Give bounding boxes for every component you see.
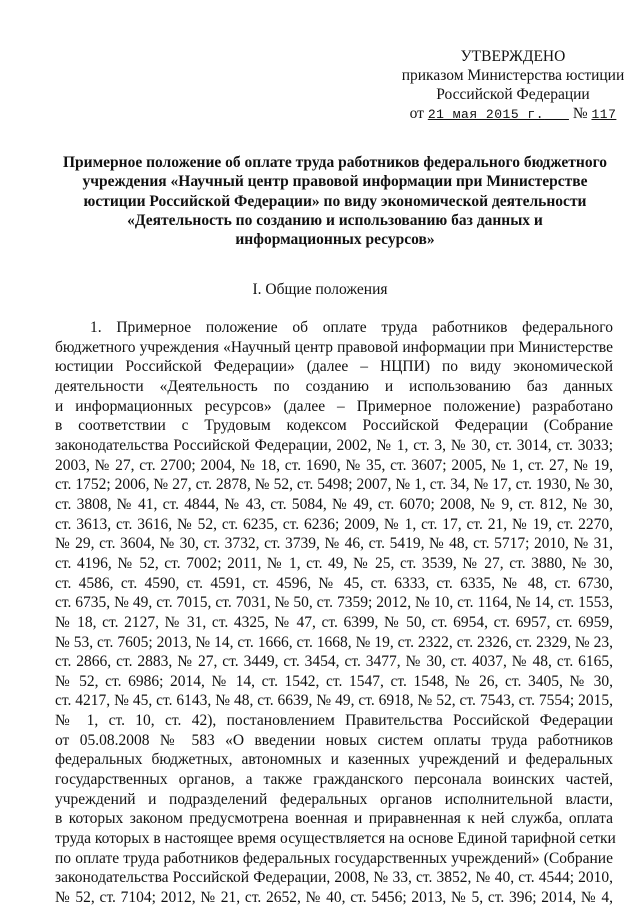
- paragraph-line: ст. 4196, № 52, ст. 7002; 2011, № 1, ст. 49, № 25, ст. 3539, № 27, ст. 3880, № 30,: [55, 554, 613, 572]
- approved-by-federation: Российской Федерации: [436, 86, 590, 103]
- paragraph-line: деятельности «Деятельность по созданию и использованию баз данных: [55, 377, 613, 395]
- approved-by-order: приказом Министерства юстиции: [401, 67, 625, 84]
- paragraph-line: ст. 1752; 2006, № 27, ст. 2878, № 52, ст. 5498; 2007, № 1, ст. 34, № 17, ст. 1930, № 30,: [55, 476, 613, 494]
- paragraph-line: учреждений и подразделений федеральных органов исполнительной власти,: [55, 790, 613, 808]
- title-line: учреждения «Научный центр правовой информации при Министерстве: [82, 173, 588, 191]
- paragraph-line: ст. 3613, ст. 3616, № 52, ст. 6235, ст. 6236; 2009, № 1, ст. 17, ст. 21, № 19, ст. 2270,: [55, 515, 613, 533]
- document-title: [40, 153, 630, 249]
- section-heading: I. Общие положения: [252, 281, 388, 298]
- paragraph-line: в которых законом предусмотрена военная и приравненная к ней служба, оплата: [55, 810, 613, 828]
- paragraph-line: № 52, ст. 7104; 2012, № 21, ст. 2652, № 40, ст. 5456; 2013, № 5, ст. 396; 2014, № 4,: [55, 889, 613, 907]
- number-prefix: №: [572, 105, 588, 122]
- paragraph-line: от 05.08.2008 № 583 «О введении новых систем оплаты труда работников: [55, 731, 613, 749]
- paragraph-line: ст. 3808, № 41, ст. 4844, № 43, ст. 5084, № 49, ст. 6070; 2008, № 9, ст. 812, № 30,: [55, 495, 613, 513]
- paragraph-line: бюджетного учреждения «Научный центр правовой информации при Министерстве: [55, 338, 613, 356]
- approval-number: 117: [591, 107, 617, 122]
- paragraph-line: 2003, № 27, ст. 2700; 2004, № 18, ст. 1690, № 35, ст. 3607; 2005, № 1, ст. 27, № 19,: [55, 456, 613, 474]
- approved-heading: УТВЕРЖДЕНО: [460, 48, 566, 65]
- paragraph-line: № 1, ст. 10, ст. 42), постановлением Правительства Российской Федерации: [55, 712, 613, 730]
- title-line: информационных ресурсов»: [235, 231, 435, 249]
- paragraph-line: по оплате труда работников федеральных государственных учреждений» (Собрание: [55, 849, 613, 867]
- paragraph-1: [55, 318, 616, 908]
- paragraph-line: труда которых в настоящее время осуществляется на основе Единой тарифной сетки: [55, 830, 616, 848]
- paragraph-line: федеральных бюджетных, автономных и казенных учреждений и федеральных: [55, 751, 613, 769]
- title-line: юстиции Российской Федерации» по виду экономической деятельности: [83, 192, 587, 210]
- paragraph-line: и информационных ресурсов» (далее – Примерное положение) разработано: [55, 397, 613, 415]
- paragraph-line: ст. 4586, ст. 4590, ст. 4591, ст. 4596, № 45, ст. 6333, ст. 6335, № 48, ст. 6730,: [55, 574, 613, 592]
- paragraph-line: ст. 6735, № 49, ст. 7015, ст. 7031, № 50, ст. 7359; 2012, № 10, ст. 1164, № 14, ст. 1553,: [55, 594, 613, 612]
- paragraph-line: государственных органов, а также гражданского персонала воинских частей,: [55, 771, 613, 789]
- paragraph-line: законодательства Российской Федерации, 2002, № 1, ст. 3, № 30, ст. 3014, ст. 3033;: [55, 436, 613, 454]
- approval-date: 21 мая 2015 г.: [427, 107, 545, 122]
- approval-stamp: [400, 47, 626, 124]
- paragraph-line: № 18, ст. 2127, № 31, ст. 4325, № 47, ст. 6399, № 50, ст. 6954, ст. 6957, ст. 6959,: [55, 613, 613, 631]
- paragraph-line: ст. 2866, ст. 2883, № 27, ст. 3449, ст. 3454, ст. 3477, № 30, ст. 4037, № 48, ст. 6165,: [55, 653, 613, 671]
- title-line: Примерное положение об оплате труда работников федерального бюджетного: [62, 154, 607, 171]
- date-prefix: от: [409, 105, 424, 122]
- paragraph-line: 1. Примерное положение об оплате труда работников федерального: [90, 319, 613, 336]
- paragraph-line: № 53, ст. 7605; 2013, № 14, ст. 1666, ст. 1668, № 19, ст. 2322, ст. 2326, ст. 2329, № 23,: [55, 633, 613, 651]
- paragraph-line: в соответствии с Трудовым кодексом Российской Федерации (Собрание: [55, 417, 613, 435]
- paragraph-line: № 52, ст. 6986; 2014, № 14, ст. 1542, ст. 1547, ст. 1548, № 26, ст. 3405, № 30,: [55, 672, 613, 690]
- paragraph-line: ст. 4217, № 45, ст. 6143, № 48, ст. 6639, № 49, ст. 6918, № 52, ст. 7543, ст. 7554; 2015,: [55, 692, 613, 710]
- paragraph-line: законодательства Российской Федерации, 2008, № 33, ст. 3852, № 40, ст. 4544; 2010,: [55, 869, 613, 887]
- approval-date-line: [400, 104, 626, 124]
- paragraph-line: юстиции Российской Федерации» (далее – НЦПИ) по виду экономической: [55, 358, 613, 376]
- title-line: «Деятельность по созданию и использованию баз данных и: [127, 211, 543, 229]
- paragraph-line: № 29, ст. 3604, № 30, ст. 3732, ст. 3739, № 46, ст. 5419, № 48, ст. 5717; 2010, № 31,: [55, 535, 613, 553]
